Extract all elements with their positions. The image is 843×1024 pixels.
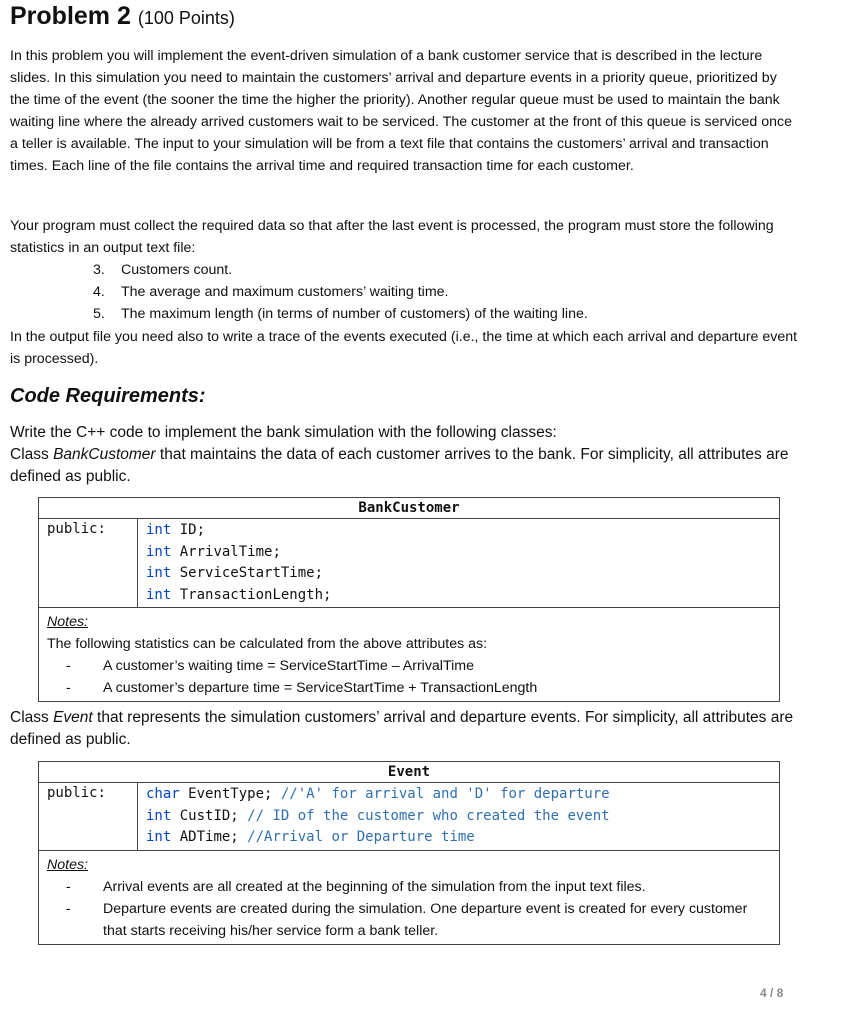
title-main: Problem 2 [10, 2, 131, 30]
code-comment: //'A' for arrival and 'D' for departure [280, 786, 610, 802]
access-specifier: public: [39, 519, 138, 608]
stats-list-item [93, 259, 232, 281]
code-text: ServiceStartTime; [171, 565, 324, 581]
code-text: ID; [171, 522, 206, 538]
note-text: A customer’s waiting time = ServiceStartTime – ArrivalTime [103, 658, 474, 674]
note-item: - A customer’s departure time = ServiceStartTime + TransactionLength [47, 677, 771, 699]
class-table-title: BankCustomer [39, 498, 780, 519]
code-keyword: int [146, 829, 172, 845]
class-fields-cell [137, 783, 780, 851]
page-number: 4 / 8 [760, 986, 784, 1000]
bank-customer-class-table [38, 497, 780, 702]
access-specifier: public: [39, 783, 138, 851]
desc-suffix: that represents the simulation customers’ arrival and departure events. For simplicity, all attributes are defined as public. [10, 709, 794, 748]
notes-intro: The following statistics can be calculated from the above attributes as: [47, 636, 488, 652]
code-text: ADTime; [171, 829, 248, 845]
event-description [10, 707, 800, 751]
code-line [146, 585, 779, 607]
code-requirements-heading: Code Requirements: [10, 385, 206, 407]
class-fields-cell [137, 519, 780, 608]
code-comment: // ID of the customer who created the event [247, 807, 610, 824]
stats-intro-paragraph: Your program must collect the required data so that after the last event is processed, the program must store the following statistics in an output text file: [10, 218, 774, 256]
code-line [146, 563, 779, 585]
problem-title [10, 2, 235, 31]
desc-prefix: Class [10, 709, 54, 726]
notes-label: Notes: [47, 856, 89, 873]
code-keyword: int [146, 522, 172, 538]
list-text: Customers count. [121, 262, 233, 278]
class-name: BankCustomer [53, 446, 156, 463]
note-text: Departure events are created during the simulation. One departure event is created for every customer that starts receiving his/her service form a bank teller. [103, 900, 748, 939]
note-item: - A customer’s waiting time = ServiceStartTime – ArrivalTime [47, 655, 771, 677]
list-text: The average and maximum customers’ waiting time. [121, 284, 449, 300]
note-text: Arrival events are all created at the beginning of the simulation from the input text files. [103, 878, 646, 895]
list-text: The maximum length (in terms of number of customers) of the waiting line. [121, 306, 588, 322]
code-line [146, 806, 779, 828]
notes-label: Notes: [47, 614, 89, 630]
bank-customer-description [10, 444, 800, 488]
list-number: 5. [93, 306, 105, 322]
list-number: 3. [93, 262, 105, 278]
class-name: Event [53, 709, 93, 726]
note-text: A customer’s departure time = ServiceStartTime + TransactionLength [103, 680, 538, 696]
code-text: TransactionLength; [171, 586, 332, 603]
list-number: 4. [93, 284, 105, 300]
class-table-title: Event [39, 762, 780, 783]
title-points: (100 Points) [137, 8, 235, 28]
stats-list-item [93, 281, 449, 303]
code-line [146, 784, 779, 806]
code-line [146, 520, 779, 542]
code-comment: //Arrival or Departure time [247, 829, 475, 845]
code-keyword: int [146, 586, 172, 603]
code-block [137, 783, 779, 850]
stats-list-item [93, 303, 588, 325]
desc-suffix: that maintains the data of each customer arrives to the bank. For simplicity, all attributes are defined as public. [10, 446, 789, 485]
code-text: ArrivalTime; [171, 543, 281, 560]
code-line [146, 542, 779, 564]
code-text: CustID; [171, 807, 248, 824]
code-keyword: int [146, 565, 172, 581]
code-requirements-intro: Write the C++ code to implement the bank simulation with the following classes: [10, 424, 557, 441]
notes-cell [39, 608, 780, 702]
code-line [146, 827, 779, 849]
code-keyword: int [146, 543, 172, 560]
code-keyword: char [146, 786, 180, 802]
code-keyword: int [146, 807, 172, 824]
note-item: - Departure events are created during the simulation. One departure event is created for every customer that starts receiving his/her service form a bank teller. [47, 898, 771, 942]
code-block [137, 519, 779, 607]
desc-prefix: Class [10, 446, 54, 463]
code-text: EventType; [179, 786, 281, 802]
trace-paragraph: In the output file you need also to write a trace of the events executed (i.e., the time at which each arrival and departure event is processed). [10, 329, 798, 367]
event-class-table [38, 761, 780, 945]
notes-cell [39, 850, 780, 944]
note-item: - Arrival events are all created at the beginning of the simulation from the input text files. [47, 876, 771, 898]
intro-paragraph: In this problem you will implement the event-driven simulation of a bank customer service that is described in the lecture slides. In this simulation you need to maintain the customers’ arrival and departure events in a priority queue, prioritized by the time of the event (the sooner the time the higher the priority). Another regular queue must be used to maintain the bank waiting line where the already arrived customers wait to be serviced. The customer at the front of this queue is serviced once a teller is available. The input to your simulation will be from a text file that contains the customers’ arrival and transaction times. Each line of the file contains the arrival time and required transaction time for each customer. [10, 48, 793, 174]
